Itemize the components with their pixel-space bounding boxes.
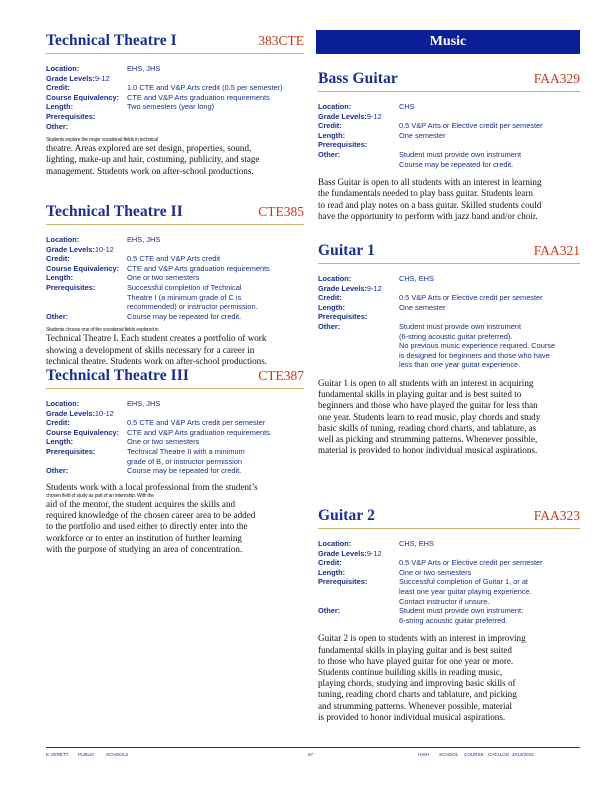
detail-value-line: 0.5 V&P Arts or Elective credit per semester bbox=[399, 558, 543, 568]
detail-value-line: 0.5 V&P Arts or Elective credit per semester bbox=[399, 293, 543, 303]
detail-value-line: Course may be repeated for credit. bbox=[399, 159, 514, 169]
detail-value-line: CHS bbox=[399, 102, 415, 111]
detail-value bbox=[399, 293, 580, 303]
detail-value: 9-12 bbox=[94, 73, 110, 83]
detail-value bbox=[399, 274, 580, 284]
page-footer bbox=[46, 747, 580, 757]
detail-value bbox=[399, 140, 580, 150]
detail-row-grade-levels bbox=[318, 284, 580, 294]
detail-label: Length: bbox=[46, 273, 74, 283]
course-cte387 bbox=[46, 367, 304, 555]
course-code: CTE385 bbox=[258, 204, 304, 219]
description-line: to read and play notes on a bass guitar. Skilled students could bbox=[318, 199, 542, 210]
description-line: fundamental skills in playing guitar and is best suited to bbox=[318, 389, 522, 400]
course-title: Bass Guitar bbox=[318, 70, 398, 87]
detail-value bbox=[127, 273, 304, 283]
course-faa323 bbox=[318, 507, 580, 723]
detail-value-line: No previous music experience required. Course bbox=[399, 341, 556, 351]
description-line: Students work with a local professional from the student’s bbox=[46, 481, 258, 492]
description-line: one year. Students learn to read music, play chords and study bbox=[318, 411, 541, 422]
music-banner-label: Music bbox=[429, 34, 467, 49]
detail-row-course-equivalency bbox=[46, 264, 304, 274]
course-description bbox=[318, 378, 580, 456]
detail-value-line: Course may be repeated for credit. bbox=[127, 466, 242, 476]
detail-value-line: 0.5 CTE and V&P Arts credit bbox=[127, 254, 221, 264]
course-header bbox=[46, 32, 304, 54]
description-line: Guitar 1 is open to all students with an interest in acquiring bbox=[318, 377, 534, 388]
course-title: Technical Theatre II bbox=[46, 203, 183, 220]
detail-row-location bbox=[318, 539, 580, 549]
detail-value-line: least one year guitar playing experience. bbox=[399, 586, 532, 596]
footer-item: 67 bbox=[308, 752, 314, 757]
detail-label: Course Equivalency: bbox=[46, 263, 120, 273]
detail-value: 9-12 bbox=[366, 283, 382, 293]
course-description bbox=[318, 633, 580, 723]
detail-row-prerequisites bbox=[46, 283, 304, 312]
course-details bbox=[318, 102, 580, 169]
detail-value-line bbox=[127, 122, 304, 132]
detail-value bbox=[127, 112, 304, 122]
course-cte385 bbox=[46, 203, 304, 367]
course-details bbox=[46, 235, 304, 321]
course-code: FAA321 bbox=[533, 243, 580, 258]
detail-row-course-equivalency bbox=[46, 93, 304, 103]
detail-value-line: is designed for beginners and those who have bbox=[399, 350, 550, 360]
detail-value-line: Technical Theatre II with a minimum bbox=[127, 446, 245, 456]
description-line: technical theatre. Students work on after-school productions. bbox=[46, 355, 268, 366]
detail-label: Other: bbox=[46, 121, 69, 131]
detail-label: Credit: bbox=[318, 293, 342, 303]
detail-row-length bbox=[46, 273, 304, 283]
detail-label: Location: bbox=[46, 64, 80, 73]
detail-row-location bbox=[318, 274, 580, 284]
detail-value-line: grade of B, or instructor permission bbox=[127, 456, 243, 466]
detail-row-grade-levels bbox=[46, 409, 304, 419]
detail-value-line: EHS, JHS bbox=[127, 64, 161, 73]
footer-item: SCHOOLS bbox=[106, 752, 129, 757]
course-title: Technical Theatre I bbox=[46, 32, 177, 49]
description-line: to those who have played guitar for one year or more. bbox=[318, 655, 514, 666]
footer-item: E VERETT bbox=[46, 752, 69, 757]
course-description bbox=[46, 137, 304, 177]
footer-item: COURSE bbox=[464, 752, 484, 757]
course-description bbox=[318, 177, 580, 222]
detail-label: Other: bbox=[46, 466, 69, 476]
description-line: Students continue building skills in reading music, bbox=[318, 666, 503, 677]
detail-value-line: recommended) or instructor permission. bbox=[127, 302, 258, 312]
detail-row-other bbox=[318, 322, 580, 370]
detail-label: Prerequisites: bbox=[318, 577, 368, 587]
detail-value-line: Student must provide own instrument; bbox=[399, 606, 524, 616]
detail-row-location bbox=[46, 64, 304, 74]
detail-label: Prerequisites: bbox=[46, 282, 96, 292]
detail-value-line: CHS, EHS bbox=[399, 274, 434, 283]
course-title: Technical Theatre III bbox=[46, 367, 190, 384]
description-line: and strumming patterns. Whenever possible, material bbox=[318, 700, 513, 711]
course-code: CTE387 bbox=[258, 368, 304, 383]
detail-value bbox=[399, 539, 580, 549]
detail-value-line bbox=[399, 140, 580, 150]
detail-label: Course Equivalency: bbox=[46, 92, 120, 102]
detail-value bbox=[399, 558, 580, 568]
detail-value bbox=[127, 447, 304, 466]
detail-value bbox=[127, 264, 304, 274]
detail-value bbox=[127, 122, 304, 132]
detail-value bbox=[127, 418, 304, 428]
detail-label: Length: bbox=[318, 302, 346, 312]
detail-value bbox=[399, 102, 580, 112]
detail-value-line: CTE and V&P Arts graduation requirements bbox=[127, 92, 270, 102]
detail-value bbox=[127, 466, 304, 476]
detail-value bbox=[399, 322, 580, 370]
description-line: with the purpose of studying an area of concentration. bbox=[46, 543, 243, 554]
detail-value-line: Two semesters (year long) bbox=[127, 102, 215, 112]
description-line: Guitar 2 is open to students with an interest in improving bbox=[318, 633, 526, 644]
description-line: beginners and those who have played the guitar for less than bbox=[318, 400, 538, 411]
description-line: to the portfolio and used either to directly enter into the bbox=[46, 521, 248, 532]
detail-value-line: Student must provide own instrument bbox=[399, 321, 522, 331]
detail-value bbox=[399, 568, 580, 578]
detail-value-line: CHS, EHS bbox=[399, 539, 434, 548]
detail-value: 10-12 bbox=[94, 244, 114, 254]
detail-label: Prerequisites: bbox=[318, 312, 368, 322]
detail-label: Credit: bbox=[318, 558, 342, 568]
detail-label: Prerequisites: bbox=[318, 140, 368, 150]
course-title: Guitar 1 bbox=[318, 242, 375, 259]
detail-label: Course Equivalency: bbox=[46, 427, 120, 437]
detail-value-line: One or two semesters bbox=[127, 273, 200, 283]
detail-value bbox=[399, 150, 580, 169]
detail-label: Location: bbox=[46, 235, 80, 244]
footer-item: CATALOG bbox=[488, 752, 510, 757]
footer-item: HIGH bbox=[418, 752, 430, 757]
detail-value bbox=[127, 428, 304, 438]
course-title: Guitar 2 bbox=[318, 507, 375, 524]
detail-value-line: Contact instructor if unsure. bbox=[399, 596, 490, 606]
detail-row-prerequisites bbox=[318, 577, 580, 606]
detail-value bbox=[127, 102, 304, 112]
course-code: FAA323 bbox=[533, 508, 580, 523]
course-faa321 bbox=[318, 242, 580, 456]
detail-label: Other: bbox=[318, 606, 341, 616]
detail-row-length bbox=[318, 568, 580, 578]
detail-value bbox=[127, 399, 304, 409]
detail-label: Grade Levels: bbox=[46, 244, 95, 254]
detail-label: Grade Levels: bbox=[318, 111, 367, 121]
detail-label: Location: bbox=[318, 539, 352, 548]
detail-label: Grade Levels: bbox=[318, 548, 367, 558]
detail-value bbox=[399, 606, 580, 625]
detail-value-line: EHS, JHS bbox=[127, 235, 161, 244]
footer-text bbox=[46, 752, 580, 760]
description-line: required knowledge of the chosen career area to be added bbox=[46, 510, 256, 521]
detail-value bbox=[127, 235, 304, 245]
detail-label: Credit: bbox=[318, 121, 342, 131]
description-line: the fundamentals needed to play bass guitar. Students learn bbox=[318, 188, 533, 199]
description-line: management. Students work on after-school productions. bbox=[46, 165, 254, 176]
course-code: 383CTE bbox=[258, 33, 304, 48]
description-line: fundamental skills in playing guitar and is best suited bbox=[318, 644, 512, 655]
detail-label: Location: bbox=[46, 399, 80, 408]
detail-value-line: Successful completion of Guitar 1, or at bbox=[399, 577, 528, 587]
course-header bbox=[46, 367, 304, 389]
detail-label: Credit: bbox=[46, 83, 70, 93]
detail-row-other bbox=[46, 466, 304, 476]
course-details bbox=[318, 539, 580, 625]
description-line: material is provided to honor individual musical aspirations. bbox=[318, 445, 538, 456]
detail-row-other bbox=[46, 122, 304, 132]
course-header bbox=[318, 242, 580, 264]
detail-row-grade-levels bbox=[318, 549, 580, 559]
description-line: basic skills of tuning, reading chord charts, and tablature, as bbox=[318, 422, 537, 433]
description-line: well as picking and strumming patterns. Whenever possible, bbox=[318, 433, 538, 444]
course-description bbox=[46, 482, 304, 555]
detail-row-credit bbox=[46, 83, 304, 93]
detail-row-other bbox=[318, 150, 580, 169]
detail-label: Length: bbox=[46, 437, 74, 447]
detail-value bbox=[127, 437, 304, 447]
detail-value bbox=[127, 93, 304, 103]
description-line: lighting, make-up and hair, costuming, publicity, and stage bbox=[46, 154, 260, 165]
course-details bbox=[46, 64, 304, 131]
detail-row-course-equivalency bbox=[46, 428, 304, 438]
detail-row-grade-levels bbox=[46, 74, 304, 84]
detail-value bbox=[399, 312, 580, 322]
detail-row-length bbox=[318, 131, 580, 141]
detail-label: Other: bbox=[46, 311, 69, 321]
detail-row-credit bbox=[46, 418, 304, 428]
detail-label: Grade Levels: bbox=[46, 408, 95, 418]
detail-row-other bbox=[318, 606, 580, 625]
detail-value-line: CTE and V&P Arts graduation requirements bbox=[127, 427, 270, 437]
detail-value-line: Student must provide own instrument bbox=[399, 149, 522, 159]
detail-value-line: One semester bbox=[399, 130, 446, 140]
detail-label: Credit: bbox=[46, 254, 70, 264]
detail-value-line: Successful completion of Technical bbox=[127, 282, 242, 292]
footer-item: 2014/2015 bbox=[512, 752, 534, 757]
detail-value bbox=[127, 83, 304, 93]
detail-row-prerequisites bbox=[318, 312, 580, 322]
detail-value: 10-12 bbox=[94, 408, 114, 418]
detail-row-length bbox=[318, 303, 580, 313]
course-header bbox=[318, 507, 580, 529]
description-first-line: Students choose one of the vocational fields explored in bbox=[46, 327, 159, 334]
detail-value bbox=[399, 577, 580, 606]
course-details bbox=[46, 399, 304, 476]
description-line: workforce or to enter an institution of further learning bbox=[46, 532, 242, 543]
detail-row-other bbox=[46, 312, 304, 322]
detail-label: Prerequisites: bbox=[46, 111, 96, 121]
detail-value bbox=[127, 283, 304, 312]
detail-value bbox=[399, 121, 580, 131]
course-code: FAA329 bbox=[533, 71, 580, 86]
detail-label: Other: bbox=[318, 149, 341, 159]
detail-label: Prerequisites: bbox=[46, 446, 96, 456]
course-383cte bbox=[46, 32, 304, 177]
detail-label: Credit: bbox=[46, 418, 70, 428]
detail-value-line: 1.0 CTE and V&P Arts credit (0.5 per semester) bbox=[127, 83, 283, 93]
detail-row-grade-levels bbox=[46, 245, 304, 255]
detail-value-line: One or two semesters bbox=[127, 437, 200, 447]
course-description bbox=[46, 327, 304, 367]
course-faa329 bbox=[318, 70, 580, 222]
detail-value-line: 0.5 CTE and V&P Arts credit per semester bbox=[127, 418, 266, 428]
detail-row-prerequisites bbox=[318, 140, 580, 150]
detail-row-length bbox=[46, 437, 304, 447]
description-line: have the opportunity to perform with jazz band and/or choir. bbox=[318, 210, 538, 221]
detail-value-line: Theatre I (a minimum grade of C is bbox=[127, 292, 242, 302]
detail-value-line bbox=[399, 312, 580, 322]
detail-label: Length: bbox=[318, 130, 346, 140]
detail-label: Length: bbox=[318, 567, 346, 577]
detail-value bbox=[127, 312, 304, 322]
detail-row-location bbox=[46, 399, 304, 409]
description-line: showing a development of skills necessary for a career in bbox=[46, 344, 255, 355]
detail-value-line: Course may be repeated for credit. bbox=[127, 311, 242, 321]
detail-label: Location: bbox=[318, 274, 352, 283]
detail-value bbox=[399, 303, 580, 313]
detail-value-line: EHS, JHS bbox=[127, 399, 161, 408]
footer-item: SCHOOL bbox=[439, 752, 459, 757]
detail-label: Other: bbox=[318, 321, 341, 331]
course-header bbox=[46, 203, 304, 225]
detail-row-grade-levels bbox=[318, 112, 580, 122]
detail-value: 9-12 bbox=[366, 111, 382, 121]
detail-value-line: CTE and V&P Arts graduation requirements bbox=[127, 263, 270, 273]
detail-row-location bbox=[318, 102, 580, 112]
detail-row-credit bbox=[46, 254, 304, 264]
description-line: is provided to honor individual musical aspirations. bbox=[318, 711, 506, 722]
detail-label: Grade Levels: bbox=[46, 73, 95, 83]
footer-item: PUBLIC bbox=[78, 752, 95, 757]
description-line: Technical Theatre I. Each student creates a portfolio of work bbox=[46, 333, 267, 344]
description-line: theatre. Areas explored are set design, properties, sound, bbox=[46, 143, 252, 154]
description-first-line: Students explore the major vocational fields in technical bbox=[46, 137, 158, 144]
detail-label: Length: bbox=[46, 102, 74, 112]
music-section-banner bbox=[316, 30, 580, 54]
course-details bbox=[318, 274, 580, 370]
course-header bbox=[318, 70, 580, 92]
detail-value-line: less than one year guitar experience. bbox=[399, 360, 521, 370]
detail-row-prerequisites bbox=[46, 447, 304, 466]
detail-value-line: One or two semesters bbox=[399, 567, 472, 577]
detail-value-line: 0.5 V&P Arts or Elective credit per semester bbox=[399, 121, 543, 131]
description-line: tuning, reading chord charts and tablature, and picking bbox=[318, 689, 517, 700]
detail-value-line bbox=[127, 112, 304, 122]
detail-value-line: (6-string acoustic guitar preferred). bbox=[399, 331, 513, 341]
detail-row-credit bbox=[318, 121, 580, 131]
detail-label: Location: bbox=[318, 102, 352, 111]
detail-value bbox=[127, 254, 304, 264]
detail-value bbox=[399, 131, 580, 141]
detail-label: Grade Levels: bbox=[318, 283, 367, 293]
description-line: Bass Guitar is open to all students with an interest in learning bbox=[318, 177, 542, 188]
description-line: playing chords, studying and improving basic skills of bbox=[318, 678, 516, 689]
description-first-line: chosen field of study as part of an internship. With the bbox=[46, 492, 154, 499]
detail-row-prerequisites bbox=[46, 112, 304, 122]
detail-row-credit bbox=[318, 293, 580, 303]
detail-value-line: One semester bbox=[399, 302, 446, 312]
description-line: aid of the mentor, the student acquires the skills and bbox=[46, 498, 236, 509]
detail-row-length bbox=[46, 102, 304, 112]
detail-value bbox=[127, 64, 304, 74]
detail-row-credit bbox=[318, 558, 580, 568]
detail-value-line: 6-string acoustic guitar preferred. bbox=[399, 615, 508, 625]
detail-value: 9-12 bbox=[366, 548, 382, 558]
detail-row-location bbox=[46, 235, 304, 245]
